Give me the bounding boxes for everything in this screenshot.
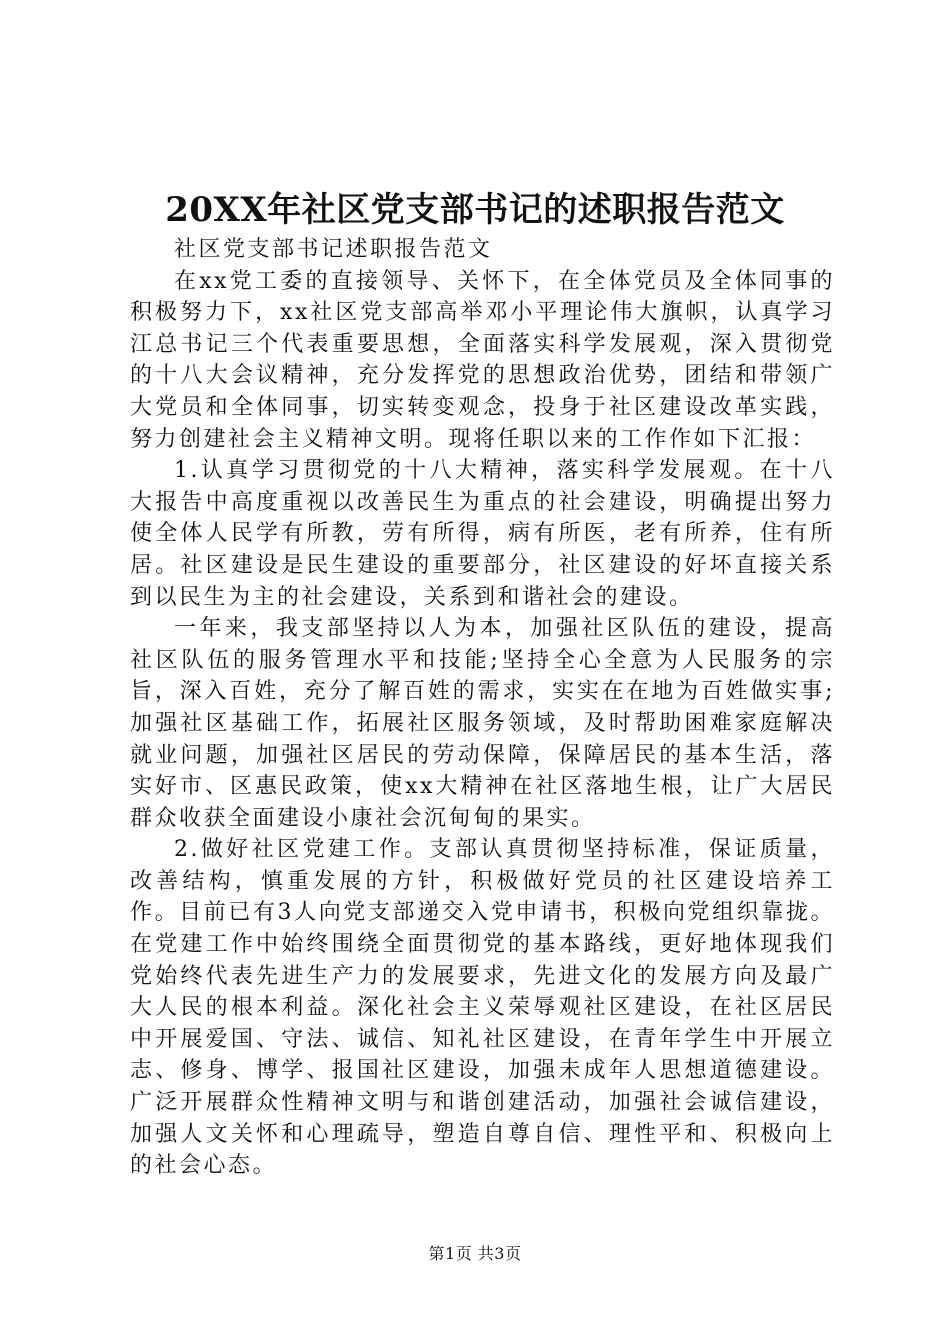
document-title: 20XX年社区党支部书记的述职报告范文 (165, 190, 785, 230)
section-2-paragraph: 2.做好社区党建工作。支部认真贯彻坚持标准，保证质量，改善结构，慎重发展的方针，积极做好党员的社区建设培养工作。目前已有3人向党支部递交入党申请书，积极向党组织靠拢。在党建工作中始终围绕全面贯彻党的基本路线，更好地体现我们党始终代表先进生产力的发展要求，先进文化的发展方向及最广大人民的根本利益。深化社会主义荣辱观社区建设，在社区居民中开展爱国、守法、诚信、知礼社区建设，在青年学生中开展立志、修身、博学、报国社区建设，加强未成年人思想道德建设。广泛开展群众性精神文明与和谐创建活动，加强社会诚信建设，加强人文关怀和心理疏导，塑造自尊自信、理性平和、积极向上的社会心态。 (130, 837, 835, 1179)
page-footer: 第1页 共3页 (428, 1244, 522, 1263)
section-1-paragraph: 1.认真学习贯彻党的十八大精神，落实科学发展观。在十八大报告中高度重视以改善民生为重点的社会建设，明确提出努力使全体人民学有所教，劳有所得，病有所医，老有所养，住有所居。社区建设是民生建设的重要部分，社区建设的好坏直接关系到以民生为主的社会建设，关系到和谐社会的建设。 (130, 458, 835, 610)
intro-paragraph: 在xx党工委的直接领导、关怀下，在全体党员及全体同事的积极努力下，xx社区党支部高举邓小平理论伟大旗帜，认真学习江总书记三个代表重要思想，全面落实科学发展观，深入贯彻党的十八大会议精神，充分发挥党的思想政治优势，团结和带领广大党员和全体同事，切实转变观念，投身于社区建设改革实践，努力创建社会主义精神文明。现将任职以来的工作作如下汇报： (130, 268, 835, 452)
year-review-paragraph: 一年来，我支部坚持以人为本，加强社区队伍的建设，提高社区队伍的服务管理水平和技能;坚持全心全意为人民服务的宗旨，深入百姓，充分了解百姓的需求，实实在在地为百姓做实事;加强社区基础工作，拓展社区服务领域，及时帮助困难家庭解决就业问题，加强社区居民的劳动保障，保障居民的基本生活，落实好市、区惠民政策，使xx大精神在社区落地生根，让广大居民群众收获全面建设小康社会沉甸甸的果实。 (130, 616, 835, 831)
document-body (130, 234, 835, 1182)
subtitle-paragraph: 社区党支部书记述职报告范文 (174, 237, 493, 262)
